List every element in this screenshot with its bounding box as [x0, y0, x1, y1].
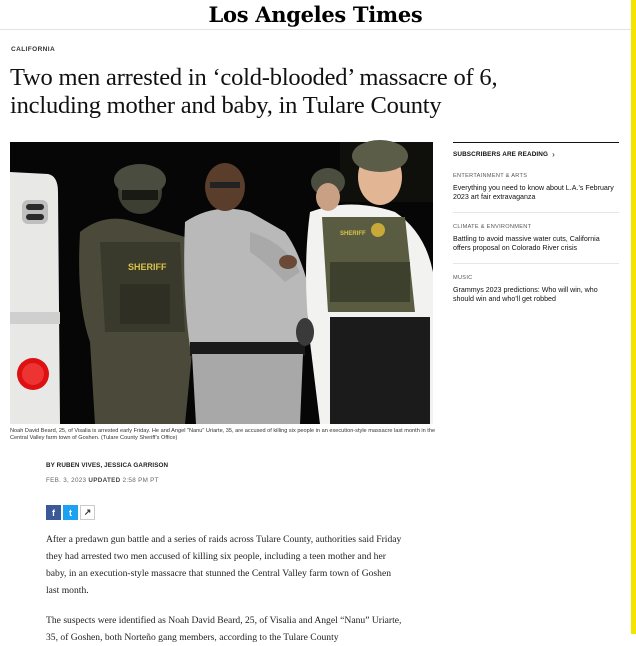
- article-photo: [10, 142, 433, 424]
- arrest-photo-illustration: [10, 142, 433, 424]
- site-logo[interactable]: Los Angeles Times: [208, 2, 423, 27]
- updated-time: 2:58 PM PT: [122, 477, 159, 484]
- share-bar: [46, 505, 95, 520]
- updated-label: UPDATED: [88, 477, 121, 484]
- story-title[interactable]: Grammys 2023 predictions: Who will win, who should win and who’ll get robbed: [453, 286, 598, 303]
- sidebar-top-rule: [453, 142, 619, 143]
- publish-date: FEB. 3, 2023: [46, 477, 87, 484]
- facebook-share-icon[interactable]: f: [46, 505, 61, 520]
- right-sheriff-badge-text: SHERIFF: [340, 231, 366, 237]
- article-paragraph: After a predawn gun battle and a series of raids across Tulare County, authorities said Friday they had arrested two men accused of killing six people, including a teen mother and her baby, in an execution-style massacre that stunned the Central Valley farm town of Goshen last month.: [46, 534, 402, 596]
- story-category[interactable]: MUSIC: [453, 275, 473, 281]
- story-category[interactable]: CLIMATE & ENVIRONMENT: [453, 224, 532, 230]
- sidebar-story[interactable]: [453, 275, 619, 314]
- chevron-right-icon: ›: [552, 150, 555, 159]
- right-edge-accent-bar: [631, 0, 636, 634]
- photo-caption: Noah David Beard, 25, of Visalia is arrested early Friday. He and Angel "Nanu" Uriarte, 35, are accused of killing six people in an execution-style massacre last month in the Central Valley farm town of Goshen. (Tulare County Sheriff’s Office): [10, 428, 436, 442]
- sidebar-story[interactable]: [453, 173, 619, 213]
- story-category[interactable]: ENTERTAINMENT & ARTS: [453, 173, 528, 179]
- article-paragraph: The suspects were identified as Noah David Beard, 25, of Visalia and Angel “Nanu” Uriarte, 35, of Goshen, both Norteño gang members, according to the Tulare County: [46, 615, 402, 643]
- twitter-share-icon[interactable]: t: [63, 505, 78, 520]
- article-headline: Two men arrested in ‘cold-blooded’ massacre of 6, including mother and baby, in Tulare County: [10, 64, 498, 119]
- subscribers-reading-sidebar: [453, 142, 619, 325]
- sidebar-story[interactable]: [453, 224, 619, 264]
- share-icon[interactable]: ↗: [80, 505, 95, 520]
- story-title[interactable]: Everything you need to know about L.A.’s February 2023 art fair extravaganza: [453, 184, 614, 201]
- section-label[interactable]: CALIFORNIA: [11, 46, 56, 53]
- dateline: [46, 477, 159, 484]
- story-title[interactable]: Battling to avoid massive water cuts, California offers proposal on Colorado River crisis: [453, 235, 600, 252]
- sidebar-title[interactable]: [453, 150, 619, 159]
- byline[interactable]: BY RUBEN VIVES, JESSICA GARRISON: [46, 462, 169, 469]
- masthead: [0, 0, 631, 30]
- sidebar-title-text: SUBSCRIBERS ARE READING: [453, 151, 549, 158]
- left-sheriff-badge-text: SHERIFF: [128, 262, 167, 272]
